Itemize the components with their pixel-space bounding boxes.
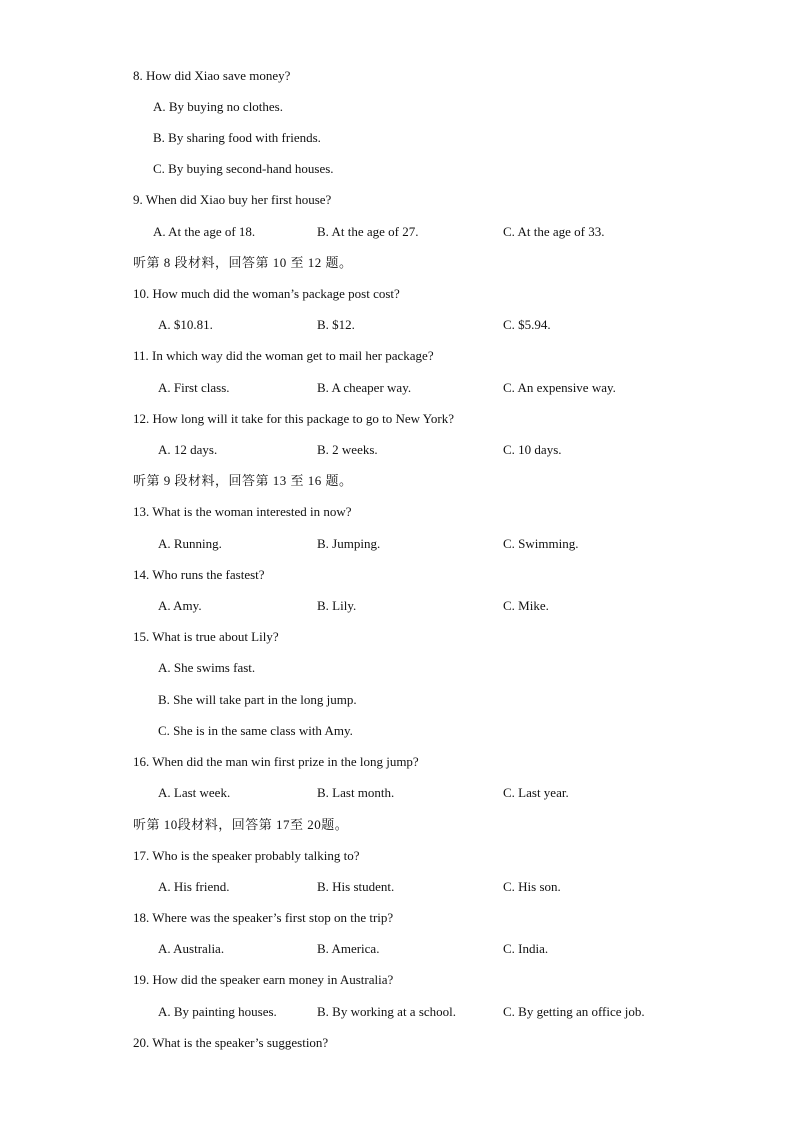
- question-18-option-b: B. America.: [317, 941, 380, 956]
- question-13: 13. What is the woman interested in now?: [133, 504, 352, 519]
- question-8-option-a: A. By buying no clothes.: [153, 99, 283, 114]
- section-8-instruction: 听第 8 段材料，回答第 10 至 12 题。: [133, 255, 353, 270]
- question-13-option-a: A. Running.: [158, 536, 222, 551]
- question-15-option-b: B. She will take part in the long jump.: [158, 692, 357, 707]
- question-14-option-a: A. Amy.: [158, 598, 202, 613]
- question-17-options: [0, 879, 794, 895]
- question-11-option-b: B. A cheaper way.: [317, 380, 412, 395]
- question-19-option-a: A. By painting houses.: [158, 1004, 277, 1019]
- question-12-option-b: B. 2 weeks.: [317, 442, 378, 457]
- question-19: 19. How did the speaker earn money in Australia?: [133, 972, 394, 987]
- question-10-option-b: B. $12.: [317, 317, 355, 332]
- question-20: 20. What is the speaker’s suggestion?: [133, 1035, 329, 1050]
- question-14: 14. Who runs the fastest?: [133, 567, 265, 582]
- question-11: 11. In which way did the woman get to mail her package?: [133, 348, 434, 363]
- question-12-option-a: A. 12 days.: [158, 442, 218, 457]
- question-14-options: [0, 598, 794, 614]
- question-18-option-a: A. Australia.: [158, 941, 225, 956]
- question-14-option-b: B. Lily.: [317, 598, 357, 613]
- question-19-option-b: B. By working at a school.: [317, 1004, 457, 1019]
- question-16-option-b: B. Last month.: [317, 785, 395, 800]
- question-12-options: [0, 442, 794, 458]
- question-11-option-c: C. An expensive way.: [503, 380, 616, 395]
- question-15: 15. What is true about Lily?: [133, 629, 279, 644]
- question-16-options: [0, 785, 794, 801]
- question-17-option-a: A. His friend.: [158, 879, 230, 894]
- question-9-options: [0, 224, 794, 240]
- question-13-options: [0, 536, 794, 552]
- question-16: 16. When did the man win first prize in the long jump?: [133, 754, 419, 769]
- question-18-option-c: C. India.: [503, 941, 549, 956]
- question-17-option-b: B. His student.: [317, 879, 395, 894]
- question-9-option-c: C. At the age of 33.: [503, 224, 605, 239]
- question-19-options: [0, 1004, 794, 1020]
- question-9: 9. When did Xiao buy her first house?: [133, 192, 332, 207]
- question-14-option-c: C. Mike.: [503, 598, 549, 613]
- question-8: 8. How did Xiao save money?: [133, 68, 291, 83]
- question-10-option-c: C. $5.94.: [503, 317, 551, 332]
- question-9-option-a: A. At the age of 18.: [153, 224, 256, 239]
- question-12: 12. How long will it take for this package to go to New York?: [133, 411, 454, 426]
- question-15-option-a: A. She swims fast.: [158, 660, 256, 675]
- question-10: 10. How much did the woman’s package post cost?: [133, 286, 400, 301]
- question-9-option-b: B. At the age of 27.: [317, 224, 419, 239]
- question-19-option-c: C. By getting an office job.: [503, 1004, 645, 1019]
- question-17: 17. Who is the speaker probably talking to?: [133, 848, 360, 863]
- question-12-option-c: C. 10 days.: [503, 442, 562, 457]
- question-11-options: [0, 380, 794, 396]
- section-10-instruction: 听第 10段材料，回答第 17至 20题。: [133, 817, 349, 832]
- question-16-option-a: A. Last week.: [158, 785, 231, 800]
- question-8-option-c: C. By buying second-hand houses.: [153, 161, 334, 176]
- question-11-option-a: A. First class.: [158, 380, 230, 395]
- question-10-options: [0, 317, 794, 333]
- question-13-option-c: C. Swimming.: [503, 536, 579, 551]
- question-18-options: [0, 941, 794, 957]
- question-16-option-c: C. Last year.: [503, 785, 569, 800]
- question-13-option-b: B. Jumping.: [317, 536, 381, 551]
- question-8-option-b: B. By sharing food with friends.: [153, 130, 321, 145]
- question-17-option-c: C. His son.: [503, 879, 561, 894]
- question-15-option-c: C. She is in the same class with Amy.: [158, 723, 353, 738]
- question-18: 18. Where was the speaker’s first stop on the trip?: [133, 910, 394, 925]
- question-10-option-a: A. $10.81.: [158, 317, 213, 332]
- section-9-instruction: 听第 9 段材料，回答第 13 至 16 题。: [133, 473, 353, 488]
